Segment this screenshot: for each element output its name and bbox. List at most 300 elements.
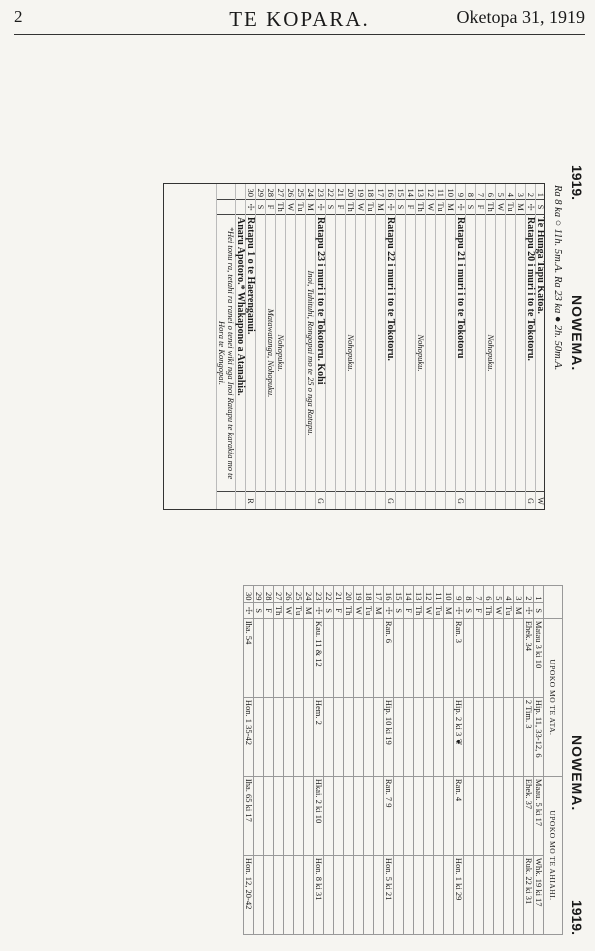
calendar-row (516, 183, 526, 510)
lesson-reading: Iha. 54 (244, 618, 254, 697)
liturgical-colour (416, 492, 426, 511)
day-number (236, 183, 246, 200)
lesson-reading (424, 855, 434, 934)
calendar-year: 1919. (569, 165, 585, 201)
lesson-reading (394, 855, 404, 934)
lessons-row (384, 586, 394, 935)
calendar-row (346, 183, 356, 510)
weekday: F (334, 603, 344, 618)
weekday: S (254, 603, 264, 618)
lesson-reading (284, 855, 294, 934)
observance-text: Nohopuku. (416, 215, 426, 492)
day-number: 21 (334, 586, 344, 603)
liturgical-colour (446, 492, 456, 511)
liturgical-colour (346, 492, 356, 511)
lessons-row (334, 586, 344, 935)
lesson-reading: Hon. 8 ki 31 (314, 855, 324, 934)
lesson-reading (414, 855, 424, 934)
calendar-row (406, 183, 416, 510)
calendar-row (426, 183, 436, 510)
observance-text: *Hei tonu ra, tetahi ra ranei o tenei wiki nga Inoi Ratapu te karakia mo te Hora te Kongopai. (217, 215, 236, 492)
lessons-row (374, 586, 384, 935)
lesson-reading (504, 618, 514, 697)
weekday: W (426, 200, 436, 215)
observance-text (376, 215, 386, 492)
day-number: 17 (374, 586, 384, 603)
calendar-row (316, 183, 326, 510)
calendar-row (276, 183, 286, 510)
liturgical-colour (296, 492, 306, 511)
liturgical-colour (286, 492, 296, 511)
observance-text (286, 215, 296, 492)
day-number: 13 (414, 586, 424, 603)
day-number: 7 (474, 586, 484, 603)
lesson-reading (374, 618, 384, 697)
day-number: 11 (434, 586, 444, 603)
day-number: 24 (304, 586, 314, 603)
weekday: Tu (436, 200, 446, 215)
weekday: ☩ (246, 200, 256, 215)
lessons-row (254, 586, 264, 935)
calendar-row (466, 183, 476, 510)
lessons-row (424, 586, 434, 935)
lessons-year: 1919. (569, 899, 585, 935)
weekday: S (396, 200, 406, 215)
lesson-reading (324, 618, 334, 697)
day-number: 27 (276, 183, 286, 200)
lesson-reading: Matau 3 ki 10 (534, 618, 544, 697)
liturgical-colour: G (456, 492, 466, 511)
lesson-reading (444, 697, 454, 776)
lesson-reading (254, 618, 264, 697)
lesson-reading: Ran. 3 (454, 618, 464, 697)
lesson-reading (444, 776, 454, 855)
day-number: 7 (476, 183, 486, 200)
liturgical-colour (436, 492, 446, 511)
observance-text (366, 215, 376, 492)
lesson-reading (424, 697, 434, 776)
observance-text: Nohopuku. (486, 215, 496, 492)
lessons-row (394, 586, 404, 935)
observance-text: Ratapu 20 i muri i to te Tokotoru. (526, 215, 536, 492)
calendar-row (266, 183, 276, 510)
weekday: ☩ (386, 200, 396, 215)
liturgical-colour: G (316, 492, 326, 511)
lesson-reading: Hon. 1 ki 29 (454, 855, 464, 934)
day-number: 4 (504, 586, 514, 603)
lesson-reading (334, 697, 344, 776)
day-number: 3 (514, 586, 524, 603)
lesson-reading: Hon. 5 ki 21 (384, 855, 394, 934)
lesson-reading (374, 697, 384, 776)
lesson-reading (464, 855, 474, 934)
lessons-row (344, 586, 354, 935)
liturgical-colour (306, 492, 316, 511)
day-number: 18 (366, 183, 376, 200)
lesson-reading (414, 618, 424, 697)
calendar-panel-1-rotated (165, 165, 585, 510)
day-number: 2 (524, 586, 534, 603)
day-number: 6 (484, 586, 494, 603)
weekday: Tu (294, 603, 304, 618)
weekday: S (324, 603, 334, 618)
weekday: F (476, 200, 486, 215)
lesson-reading (284, 697, 294, 776)
lesson-reading (494, 776, 504, 855)
liturgical-colour (486, 492, 496, 511)
day-number: 14 (404, 586, 414, 603)
day-number: 24 (306, 183, 316, 200)
lessons-row (494, 586, 504, 935)
calendar-row (446, 183, 456, 510)
lesson-reading: Maau. 5 ki 17 (534, 776, 544, 855)
weekday: Th (344, 603, 354, 618)
liturgical-colour (396, 492, 406, 511)
day-number: 2 (526, 183, 536, 200)
liturgical-colour: G (526, 492, 536, 511)
page-number: 2 (14, 7, 23, 26)
lesson-reading (354, 776, 364, 855)
lesson-reading (394, 697, 404, 776)
lesson-reading (274, 618, 284, 697)
lesson-reading (294, 618, 304, 697)
lesson-reading (484, 618, 494, 697)
lessons-row (454, 586, 464, 935)
lesson-reading (294, 776, 304, 855)
lessons-row (264, 586, 274, 935)
calendar-row (436, 183, 446, 510)
lesson-reading (444, 855, 454, 934)
day-number: 21 (336, 183, 346, 200)
lessons-row (484, 586, 494, 935)
calendar-panel-2-rotated (165, 575, 585, 935)
day-number: 17 (376, 183, 386, 200)
lesson-reading (324, 697, 334, 776)
day-number: 27 (274, 586, 284, 603)
weekday: Tu (296, 200, 306, 215)
lesson-reading (434, 697, 444, 776)
calendar-row (496, 183, 506, 510)
lessons-row (464, 586, 474, 935)
calendar-row (536, 183, 546, 510)
observance-text: Ratapu 23 i muri i to te Tokotoru. Kohi (316, 215, 326, 492)
lesson-reading: Ehek. 37 (524, 776, 534, 855)
calendar-row (416, 183, 426, 510)
lessons-row (434, 586, 444, 935)
observance-text: Matawatanga, Nohopuku. (266, 215, 276, 492)
lessons-row (514, 586, 524, 935)
day-number: 3 (516, 183, 526, 200)
weekday (217, 200, 236, 215)
lesson-reading (514, 776, 524, 855)
lessons-row (324, 586, 334, 935)
weekday: S (534, 603, 544, 618)
day-number: 5 (496, 183, 506, 200)
lessons-row (474, 586, 484, 935)
lesson-reading (484, 697, 494, 776)
weekday: Tu (364, 603, 374, 618)
lesson-reading (274, 855, 284, 934)
day-number: 8 (466, 183, 476, 200)
weekday: M (514, 603, 524, 618)
lessons-row (414, 586, 424, 935)
lesson-reading: Iha. 65 ki 17 (244, 776, 254, 855)
weekday: S (464, 603, 474, 618)
liturgical-colour (496, 492, 506, 511)
day-number: 19 (356, 183, 366, 200)
day-number: 9 (456, 183, 466, 200)
calendar-row (356, 183, 366, 510)
observance-text: Inoi, Tuhituhi, Rongopai mo te 25 o nga Ratapu. (306, 215, 316, 492)
lesson-reading (294, 855, 304, 934)
lesson-reading (264, 618, 274, 697)
observance-text (466, 215, 476, 492)
day-number: 15 (394, 586, 404, 603)
observance-text: Nohopuku. (276, 215, 286, 492)
lessons-row (294, 586, 304, 935)
lessons-row (534, 586, 544, 935)
evening-lessons-header: UPOKO MO TE AHIAHI. (544, 776, 563, 934)
lesson-reading (504, 697, 514, 776)
weekday: Tu (366, 200, 376, 215)
church-calendar (165, 165, 585, 510)
observance-text (516, 215, 526, 492)
lesson-reading (344, 776, 354, 855)
weekday: Th (274, 603, 284, 618)
lesson-reading (364, 697, 374, 776)
lesson-reading (404, 697, 414, 776)
lesson-reading: Ruk. 22 ki 31 (524, 855, 534, 934)
morning-lessons-header: UPOKO MO TE ATA. (544, 618, 563, 776)
weekday: M (304, 603, 314, 618)
lesson-reading (354, 855, 364, 934)
calendar-row (296, 183, 306, 510)
lesson-reading (304, 618, 314, 697)
day-number: 1 (536, 183, 546, 200)
lesson-reading: Whk. 19 ki 17 (534, 855, 544, 934)
weekday: W (284, 603, 294, 618)
day-number: 25 (294, 586, 304, 603)
calendar-row (526, 183, 536, 510)
day-number: 9 (454, 586, 464, 603)
day-number: 22 (326, 183, 336, 200)
lesson-reading (294, 697, 304, 776)
lesson-reading (474, 855, 484, 934)
day-number: 12 (426, 183, 436, 200)
lessons-row (284, 586, 294, 935)
day-number: 23 (316, 183, 326, 200)
observance-text: Te Hunga Tapu Katoa. (536, 215, 546, 492)
liturgical-colour (426, 492, 436, 511)
liturgical-colour (476, 492, 486, 511)
observance-text: Nohopuku. (346, 215, 356, 492)
weekday: Th (486, 200, 496, 215)
lessons-table (243, 585, 563, 935)
day-number: 26 (284, 586, 294, 603)
calendar-row (246, 183, 256, 510)
observance-text (396, 215, 406, 492)
observance-text (476, 215, 486, 492)
weekday: M (376, 200, 386, 215)
lesson-reading (374, 776, 384, 855)
lessons-row (524, 586, 534, 935)
lesson-reading (474, 776, 484, 855)
issue-date: Oketopa 31, 1919 (456, 7, 585, 27)
lesson-reading (434, 776, 444, 855)
weekday: F (264, 603, 274, 618)
lesson-reading: Hip. 10 ki 19 (384, 697, 394, 776)
lesson-reading (354, 618, 364, 697)
weekday: F (474, 603, 484, 618)
lesson-reading (464, 776, 474, 855)
lesson-reading (344, 697, 354, 776)
weekday: W (494, 603, 504, 618)
lesson-reading: Hon. 1 35-42 (244, 697, 254, 776)
lessons-row (364, 586, 374, 935)
lessons-row (304, 586, 314, 935)
liturgical-colour (266, 492, 276, 511)
weekday: ☩ (316, 200, 326, 215)
lesson-reading (364, 855, 374, 934)
lesson-reading (324, 776, 334, 855)
lesson-reading (494, 618, 504, 697)
lesson-reading (514, 855, 524, 934)
weekday: Th (414, 603, 424, 618)
lesson-reading (414, 776, 424, 855)
weekday: W (354, 603, 364, 618)
lesson-reading (264, 855, 274, 934)
day-number: 30 (246, 183, 256, 200)
day-number: 29 (254, 586, 264, 603)
observance-text (426, 215, 436, 492)
lesson-reading (254, 697, 264, 776)
liturgical-colour (516, 492, 526, 511)
lesson-reading (474, 697, 484, 776)
observance-text (406, 215, 416, 492)
calendar-table (216, 183, 545, 510)
weekday: ☩ (384, 603, 394, 618)
observance-text (296, 215, 306, 492)
day-number: 25 (296, 183, 306, 200)
day-number: 13 (416, 183, 426, 200)
calendar-row (217, 183, 236, 510)
liturgical-colour (466, 492, 476, 511)
lesson-reading (394, 776, 404, 855)
page-header (14, 4, 585, 35)
weekday: ☩ (454, 603, 464, 618)
weekday: M (516, 200, 526, 215)
day-number: 6 (486, 183, 496, 200)
lesson-reading: Hon. 12, 20-42 (244, 855, 254, 934)
liturgical-colour (326, 492, 336, 511)
lesson-reading (304, 697, 314, 776)
lesson-reading (274, 697, 284, 776)
day-number: 5 (494, 586, 504, 603)
lesson-reading (334, 855, 344, 934)
calendar-row (256, 183, 266, 510)
lesson-reading (404, 855, 414, 934)
lesson-reading (374, 855, 384, 934)
weekday: M (444, 603, 454, 618)
calendar-row (376, 183, 386, 510)
lesson-reading (464, 697, 474, 776)
weekday: S (394, 603, 404, 618)
weekday: M (306, 200, 316, 215)
observance-text (496, 215, 506, 492)
calendar-month: NOWEMA. (569, 295, 585, 372)
weekday: F (406, 200, 416, 215)
weekday: Tu (506, 200, 516, 215)
lesson-reading: Ehek. 34 (524, 618, 534, 697)
day-number: 20 (346, 183, 356, 200)
weekday: S (326, 200, 336, 215)
liturgical-colour: R (246, 492, 256, 511)
lessons-row (444, 586, 454, 935)
calendar-row (336, 183, 346, 510)
lesson-reading (264, 697, 274, 776)
weekday: W (424, 603, 434, 618)
liturgical-colour: W (536, 492, 546, 511)
lesson-reading: 2 Tim. 3 (524, 697, 534, 776)
day-number: 10 (446, 183, 456, 200)
weekday: F (336, 200, 346, 215)
lesson-reading (484, 855, 494, 934)
observance-text (446, 215, 456, 492)
liturgical-colour (366, 492, 376, 511)
weekday: W (286, 200, 296, 215)
lesson-reading: Ran. 4 (454, 776, 464, 855)
day-number (217, 183, 236, 200)
moon-phases-line: Ra 8 ka ○ 11h. 5m.A. Ra 23 ka ● 2h. 50m.A. (552, 185, 563, 371)
weekday: ☩ (314, 603, 324, 618)
liturgical-colour (256, 492, 266, 511)
lesson-reading (304, 855, 314, 934)
lesson-reading: Kau. 11 & 12 (314, 618, 324, 697)
liturgical-colour (376, 492, 386, 511)
calendar-row (456, 183, 466, 510)
lesson-reading (504, 855, 514, 934)
weekday: S (256, 200, 266, 215)
lesson-reading (444, 618, 454, 697)
lesson-reading (414, 697, 424, 776)
observance-text: Anaru Apotoro.* Whakapono a Atanahia. (236, 215, 246, 492)
day-number: 29 (256, 183, 266, 200)
lessons-month: NOWEMA. (569, 735, 585, 812)
lessons-row (244, 586, 254, 935)
lesson-reading (274, 776, 284, 855)
day-number: 28 (266, 183, 276, 200)
newspaper-title: TE KOPARA. (229, 7, 370, 31)
observance-text (356, 215, 366, 492)
liturgical-colour (506, 492, 516, 511)
liturgical-colour: G (386, 492, 396, 511)
observance-text (336, 215, 346, 492)
calendar-row (326, 183, 336, 510)
lesson-reading (254, 776, 264, 855)
lesson-reading (334, 776, 344, 855)
lessons-row (314, 586, 324, 935)
day-number: 12 (424, 586, 434, 603)
liturgical-colour (236, 492, 246, 511)
weekday: W (356, 200, 366, 215)
lesson-reading (424, 776, 434, 855)
liturgical-colour (336, 492, 346, 511)
blank-header (544, 586, 563, 619)
liturgical-colour (356, 492, 366, 511)
lesson-reading (514, 618, 524, 697)
observance-text (326, 215, 336, 492)
weekday: S (466, 200, 476, 215)
